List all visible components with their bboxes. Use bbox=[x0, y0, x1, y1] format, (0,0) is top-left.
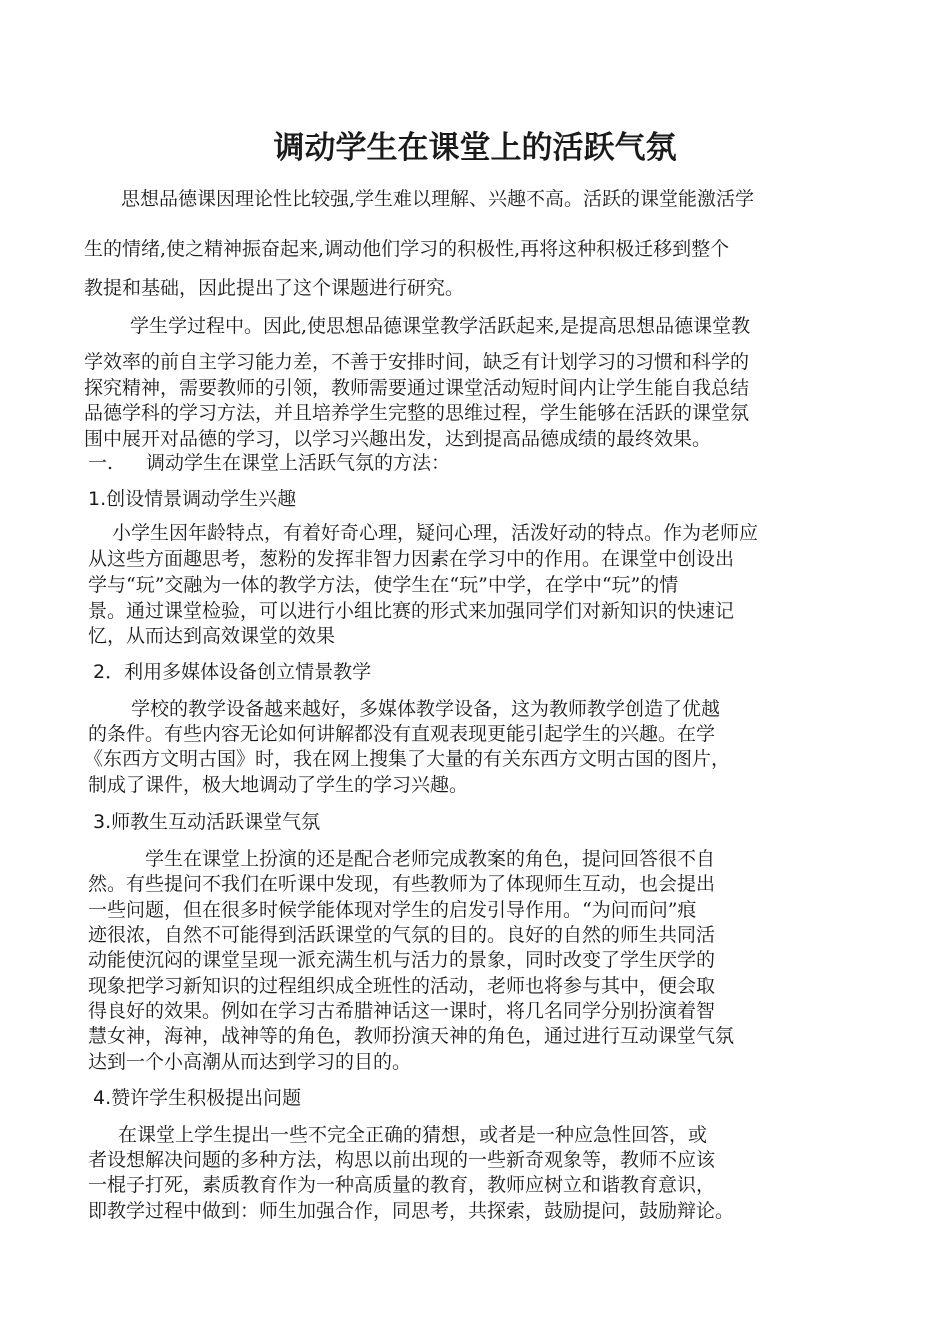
section-3-line: 一些问题，但在很多时候学能体现对学生的启发引导作用。“为问而问”痕 bbox=[88, 899, 697, 921]
paragraph-line: 学生学过程中。因此,使思想品德课堂教学活跃起来,是提高思想品德课堂教 bbox=[130, 315, 751, 337]
section-4-line: 者设想解决问题的多种方法，构思以前出现的一些新奇观象等，教师不应该 bbox=[88, 1149, 716, 1171]
section-2-line: 《东西方文明古国》时，我在网上搜集了大量的有关东西方文明古国的图片， bbox=[84, 748, 731, 770]
paragraph-line: 品德学科的学习方法，并且培养学生完整的思维过程，学生能够在活跃的课堂氛 bbox=[84, 402, 750, 424]
paragraph-line: 探究精神，需要教师的引领，教师需要通过课堂活动短时间内让学生能自我总结 bbox=[84, 377, 750, 399]
section-3-line: 慧女神，海神，战神等的角色，教师扮演天神的角色，通过进行互动课堂气氛 bbox=[88, 1025, 735, 1047]
section-heading-3: 3.师教生互动活跃课堂气氛 bbox=[93, 811, 321, 833]
intro-line: 生的情绪,使之精神振奋起来,调动他们学习的积极性,再将这种积极迁移到整个 bbox=[84, 238, 730, 260]
intro-line: 教提和基础，因此提出了这个课题进行研究。 bbox=[84, 277, 465, 299]
section-1-line: 学与“玩”交融为一体的教学方法，使学生在“玩”中学，在学中“玩”的情 bbox=[88, 574, 679, 596]
section-heading-4: 4.赞许学生积极提出问题 bbox=[93, 1087, 302, 1109]
section-1-line: 景。通过课堂检验，可以进行小组比赛的形式来加强同学们对新知识的快速记 bbox=[88, 600, 735, 622]
section-heading-2: 2．利用多媒体设备创立情景教学 bbox=[93, 661, 372, 683]
section-3-line: 学生在课堂上扮演的还是配合老师完成教案的角色，提问回答很不自 bbox=[145, 848, 716, 870]
section-1-line: 从这些方面趣思考，葱粉的发挥非智力因素在学习中的作用。在课堂中创设出 bbox=[88, 548, 735, 570]
section-2-line: 制成了课件，极大地调动了学生的学习兴趣。 bbox=[88, 774, 469, 796]
section-3-line: 现象把学习新知识的过程组织成全班性的活动，老师也将参与其中，便会取 bbox=[88, 975, 716, 997]
section-4-line: 在课堂上学生提出一些不完全正确的猜想，或者是一种应急性回答，或 bbox=[118, 1124, 708, 1146]
section-3-line: 达到一个小高潮从而达到学习的目的。 bbox=[88, 1051, 412, 1073]
paragraph-line: 学效率的前自主学习能力差，不善于安排时间，缺乏有计划学习的习惯和科学的 bbox=[84, 351, 750, 373]
section-heading-1: 1.创设情景调动学生兴趣 bbox=[88, 488, 297, 510]
section-2-line: 的条件。有些内容无论如何讲解都没有直观表现更能引起学生的兴趣。在学 bbox=[88, 723, 716, 745]
section-2-line: 学校的教学设备越来越好，多媒体教学设备，这为教师教学创造了优越 bbox=[131, 698, 721, 720]
section-3-line: 得良好的效果。例如在学习古希腊神话这一课时，将几名同学分别扮演着智 bbox=[88, 1000, 716, 1022]
methods-heading: 调动学生在课堂上活跃气氛的方法： bbox=[146, 452, 451, 474]
section-4-line: 一棍子打死，素质教育作为一种高质量的教育，教师应树立和谐教育意识， bbox=[88, 1174, 716, 1196]
section-3-line: 动能使沉闷的课堂呈现一派充满生机与活力的景象，同时改变了学生厌学的 bbox=[88, 949, 716, 971]
section-3-line: 迹很浓，自然不可能得到活跃课堂的气氛的目的。良好的自然的师生共同活 bbox=[88, 924, 716, 946]
section-1-line: 小学生因年龄特点，有着好奇心理，疑问心理，活泼好动的特点。作为老师应 bbox=[112, 522, 759, 544]
section-1-line: 忆，从而达到高效课堂的效果 bbox=[88, 625, 336, 647]
section-3-line: 然。有些提问不我们在听课中发现，有些教师为了体现师生互动，也会提出 bbox=[88, 873, 716, 895]
intro-line: 思想品德课因理论性比较强,学生难以理解、兴趣不高。活跃的课堂能激活学 bbox=[121, 188, 755, 210]
page-title: 调动学生在课堂上的活跃气氛 bbox=[273, 130, 677, 166]
paragraph-line: 围中展开对品德的学习，以学习兴趣出发，达到提高品德成绩的最终效果。 bbox=[84, 428, 712, 450]
section-4-line: 即教学过程中做到：师生加强合作，同思考，共探索，鼓励提问，鼓励辩论。 bbox=[88, 1200, 735, 1222]
methods-heading-number: 一. bbox=[88, 452, 114, 474]
